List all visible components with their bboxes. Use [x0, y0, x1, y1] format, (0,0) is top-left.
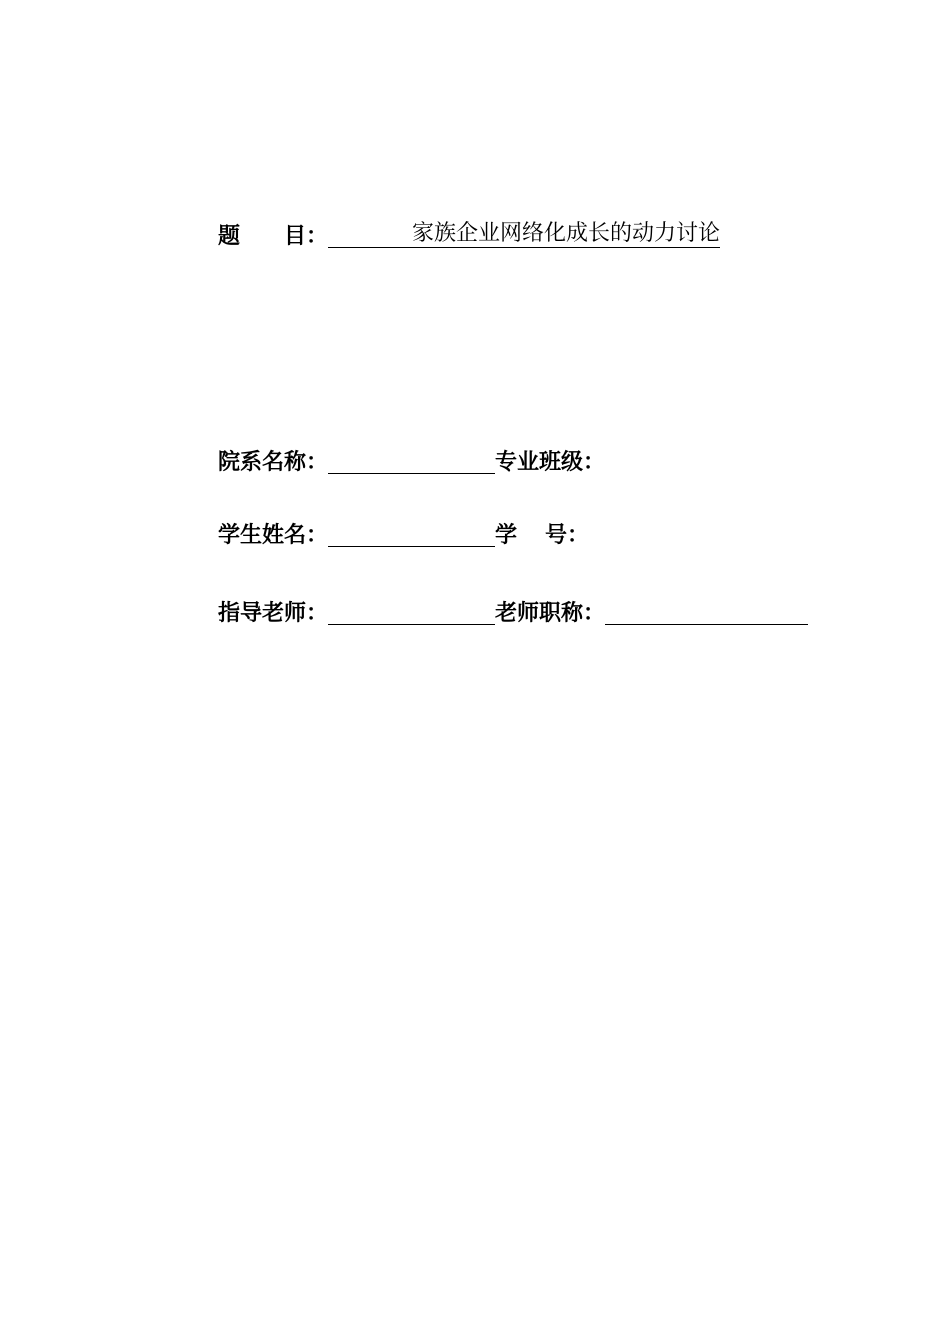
- student-id-label-char1: 学: [495, 523, 518, 548]
- department-blank[interactable]: [328, 449, 495, 474]
- student-row: [218, 519, 589, 549]
- advisor-label: 指导老师：: [218, 601, 329, 626]
- department-label: 院系名称：: [218, 450, 329, 475]
- student-id-label-char2: 号：: [545, 523, 590, 548]
- title-value: 家族企业网络化成长的动力讨论: [412, 221, 721, 246]
- advisor-row: [218, 597, 808, 627]
- department-row: [218, 446, 605, 476]
- student-name-blank[interactable]: [328, 522, 495, 547]
- title-field[interactable]: [328, 221, 720, 248]
- title-label-char1: 题: [218, 224, 241, 249]
- title-label-char2: 目：: [284, 224, 329, 249]
- title-row: [218, 220, 720, 250]
- advisor-title-label: 老师职称：: [495, 601, 606, 626]
- advisor-blank[interactable]: [328, 600, 495, 625]
- major-class-label: 专业班级：: [495, 450, 606, 475]
- advisor-title-blank[interactable]: [605, 600, 808, 625]
- student-name-label: 学生姓名：: [218, 523, 329, 548]
